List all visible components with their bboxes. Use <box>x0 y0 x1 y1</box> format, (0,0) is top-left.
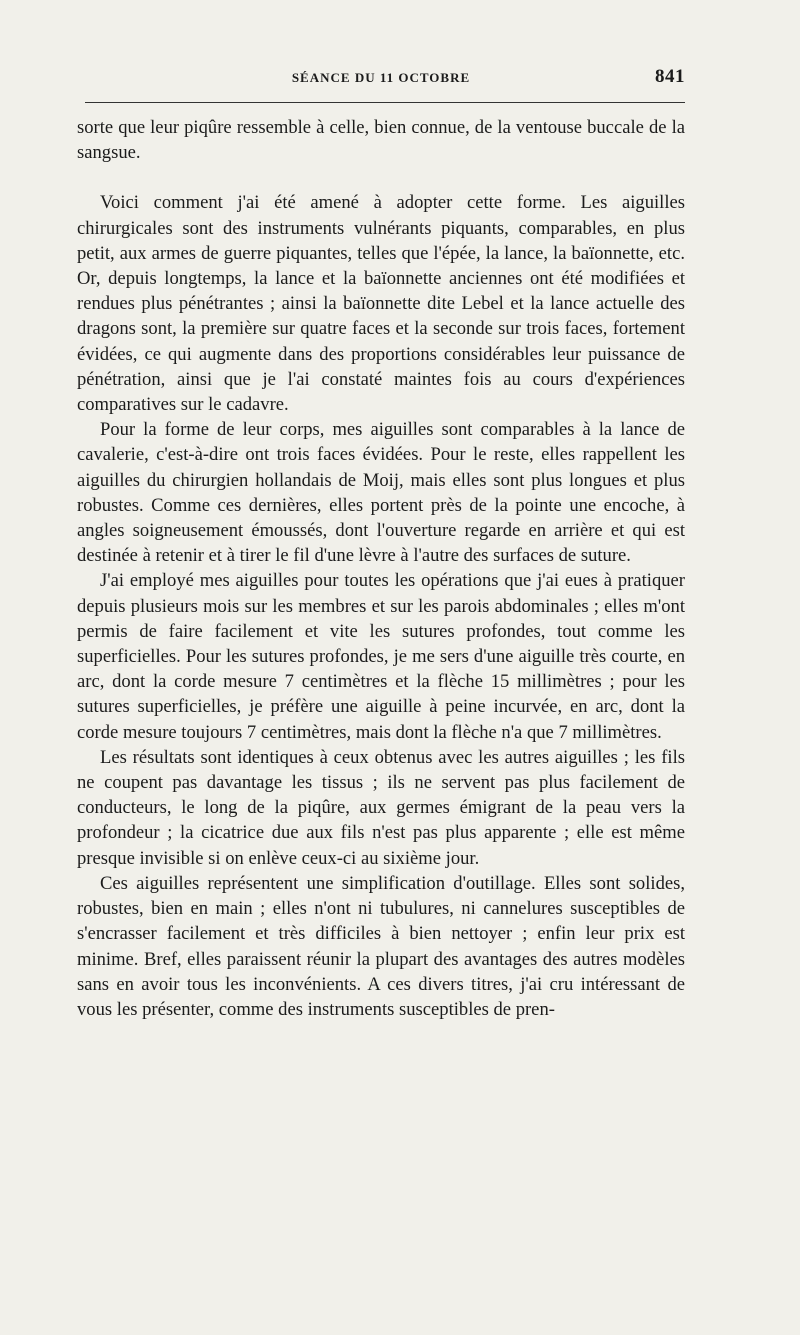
header-rule <box>85 102 685 103</box>
paragraph: Les résultats sont identiques à ceux obtenus avec les autres aiguilles ; les fils ne coupent pas davantage les tissus ; ils ne servent pas plus facilement de conducteurs, le long de la piqûre, aux germes émigrant de la peau vers la profondeur ; la cicatrice due aux fils n'est pas plus apparente ; elle est même presque invisible si on enlève ceux-ci au sixième jour. <box>77 746 685 869</box>
paragraph-continuation: sorte que leur piqûre ressemble à celle, bien connue, de la ventouse buccale de la sangsue. <box>77 117 685 164</box>
paragraph: J'ai employé mes aiguilles pour toutes les opérations que j'ai eues à pratiquer depuis plusieurs mois sur les membres et sur les parois abdominales ; elles m'ont permis de faire facilement et vite les sutures profondes, tout comme les superficielles. Pour les sutures profondes, je me sers d'une aiguille très courte, en arc, dont la corde mesure 7 centimètres et la flèche 15 millimètres ; pour les sutures superficielles, je préfère une aiguille à peine incurvée, en arc, dont la corde mesure toujours 7 centimètres, mais dont la flèche n'a que 7 millimètres. <box>77 570 685 743</box>
page <box>77 66 685 1022</box>
paragraph: Voici comment j'ai été amené à adopter cette forme. Les aiguilles chirurgicales sont des instruments vulnérants piquants, comparables, en plus petit, aux armes de guerre piquantes, telles que l'épée, la lance, la baïonnette, etc. Or, depuis longtemps, la lance et la baïonnette anciennes ont été modifiées et rendues plus pénétrantes ; ainsi la baïonnette dite Lebel et la lance actuelle des dragons sont, la première sur quatre faces et la seconde sur trois faces, fortement évidées, ce qui augmente dans des proportions considérables leur puissance de pénétration, ainsi que je l'ai constaté maintes fois au cours d'expériences comparatives sur le cadavre. <box>77 192 685 416</box>
paragraph: Pour la forme de leur corps, mes aiguilles sont comparables à la lance de cavalerie, c'est-à-dire ont trois faces évidées. Pour le reste, elles rappellent les aiguilles du chirurgien hollandais de Moij, mais elles sont plus longues et plus robustes. Comme ces dernières, elles portent près de la pointe une encoche, à angles soigneusement émoussés, dont l'ouverture regarde en arrière et qui est destinée à retenir et à tirer le fil d'une lèvre à l'autre des surfaces de suture. <box>77 419 685 567</box>
body-text <box>77 115 685 1022</box>
page-number: 841 <box>655 66 685 87</box>
running-header <box>77 66 685 92</box>
paragraph: Ces aiguilles représentent une simplification d'outillage. Elles sont solides, robustes, bien en main ; elles n'ont ni tubulures, ni cannelures susceptibles de s'encrasser facilement et très difficiles à bien nettoyer ; enfin leur prix est minime. Bref, elles paraissent réunir la plupart des avantages des autres modèles sans en avoir tous les inconvénients. A ces divers titres, j'ai cru intéressant de vous les présenter, comme des instruments susceptibles de pren- <box>77 872 685 1020</box>
header-title: SÉANCE DU 11 OCTOBRE <box>291 70 471 85</box>
